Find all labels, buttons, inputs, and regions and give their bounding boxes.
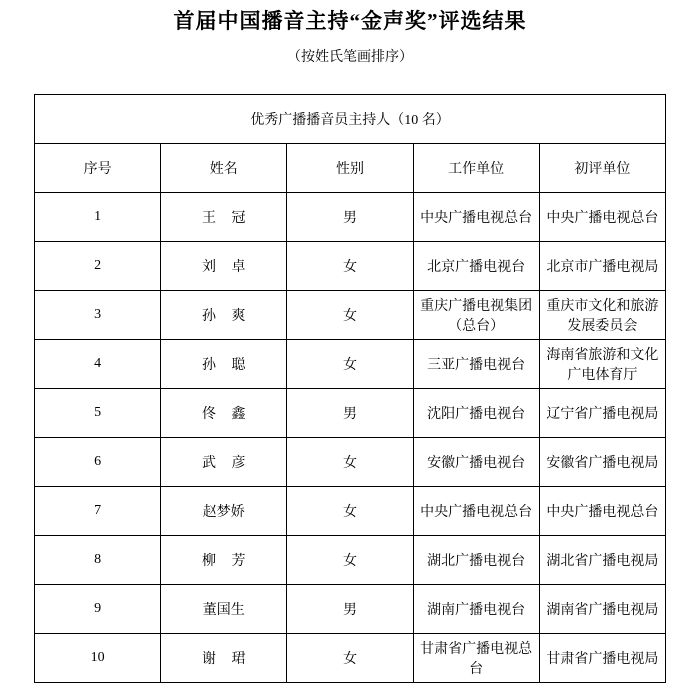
- column-header-review-unit: 初评单位: [539, 144, 665, 193]
- cell-review-unit: 辽宁省广播电视局: [539, 389, 665, 438]
- cell-gender: 女: [287, 242, 413, 291]
- table-row: [35, 242, 666, 291]
- cell-work-unit: 安徽广播电视台: [413, 438, 539, 487]
- cell-name: 谢 珺: [161, 634, 287, 683]
- cell-name: 佟 鑫: [161, 389, 287, 438]
- column-header-work-unit: 工作单位: [413, 144, 539, 193]
- table-row: [35, 389, 666, 438]
- cell-review-unit: 中央广播电视总台: [539, 487, 665, 536]
- cell-index: 7: [35, 487, 161, 536]
- cell-review-unit: 安徽省广播电视局: [539, 438, 665, 487]
- cell-index: 5: [35, 389, 161, 438]
- cell-name: 刘 卓: [161, 242, 287, 291]
- cell-index: 6: [35, 438, 161, 487]
- cell-work-unit: 沈阳广播电视台: [413, 389, 539, 438]
- cell-review-unit: 湖南省广播电视局: [539, 585, 665, 634]
- cell-work-unit: 重庆广播电视集团（总台）: [413, 291, 539, 340]
- cell-index: 3: [35, 291, 161, 340]
- table-section-header-row: [35, 95, 666, 144]
- cell-gender: 男: [287, 193, 413, 242]
- table-row: [35, 340, 666, 389]
- table-header-row: [35, 144, 666, 193]
- results-table: [34, 94, 666, 683]
- cell-index: 8: [35, 536, 161, 585]
- column-header-gender: 性别: [287, 144, 413, 193]
- cell-review-unit: 重庆市文化和旅游发展委员会: [539, 291, 665, 340]
- page-title: 首届中国播音主持“金声奖”评选结果: [173, 9, 527, 33]
- cell-work-unit: 湖南广播电视台: [413, 585, 539, 634]
- table-row: [35, 438, 666, 487]
- table-row: [35, 536, 666, 585]
- cell-name: 王 冠: [161, 193, 287, 242]
- cell-gender: 女: [287, 634, 413, 683]
- table-row: [35, 585, 666, 634]
- cell-work-unit: 甘肃省广播电视总台: [413, 634, 539, 683]
- table-row: [35, 634, 666, 683]
- cell-gender: 女: [287, 487, 413, 536]
- cell-review-unit: 北京市广播电视局: [539, 242, 665, 291]
- cell-index: 9: [35, 585, 161, 634]
- cell-work-unit: 中央广播电视总台: [413, 487, 539, 536]
- cell-index: 4: [35, 340, 161, 389]
- cell-index: 10: [35, 634, 161, 683]
- table-row: [35, 291, 666, 340]
- page-subtitle: （按姓氏笔画排序）: [287, 50, 413, 65]
- cell-gender: 女: [287, 340, 413, 389]
- document-page: [0, 4, 700, 694]
- cell-name: 赵梦娇: [161, 487, 287, 536]
- cell-index: 1: [35, 193, 161, 242]
- table-row: [35, 193, 666, 242]
- cell-review-unit: 湖北省广播电视局: [539, 536, 665, 585]
- column-header-name: 姓名: [161, 144, 287, 193]
- results-table-container: [34, 94, 666, 683]
- cell-gender: 女: [287, 438, 413, 487]
- table-row: [35, 487, 666, 536]
- cell-review-unit: 甘肃省广播电视局: [539, 634, 665, 683]
- cell-gender: 女: [287, 291, 413, 340]
- cell-review-unit: 中央广播电视总台: [539, 193, 665, 242]
- column-header-index: 序号: [35, 144, 161, 193]
- cell-name: 孙 聪: [161, 340, 287, 389]
- cell-name: 柳 芳: [161, 536, 287, 585]
- cell-name: 武 彦: [161, 438, 287, 487]
- cell-work-unit: 三亚广播电视台: [413, 340, 539, 389]
- cell-gender: 男: [287, 585, 413, 634]
- cell-work-unit: 中央广播电视总台: [413, 193, 539, 242]
- cell-gender: 男: [287, 389, 413, 438]
- cell-index: 2: [35, 242, 161, 291]
- cell-work-unit: 北京广播电视台: [413, 242, 539, 291]
- cell-review-unit: 海南省旅游和文化广电体育厅: [539, 340, 665, 389]
- cell-gender: 女: [287, 536, 413, 585]
- section-title: 优秀广播播音员主持人（10 名）: [35, 95, 666, 144]
- cell-work-unit: 湖北广播电视台: [413, 536, 539, 585]
- cell-name: 孙 爽: [161, 291, 287, 340]
- cell-name: 董国生: [161, 585, 287, 634]
